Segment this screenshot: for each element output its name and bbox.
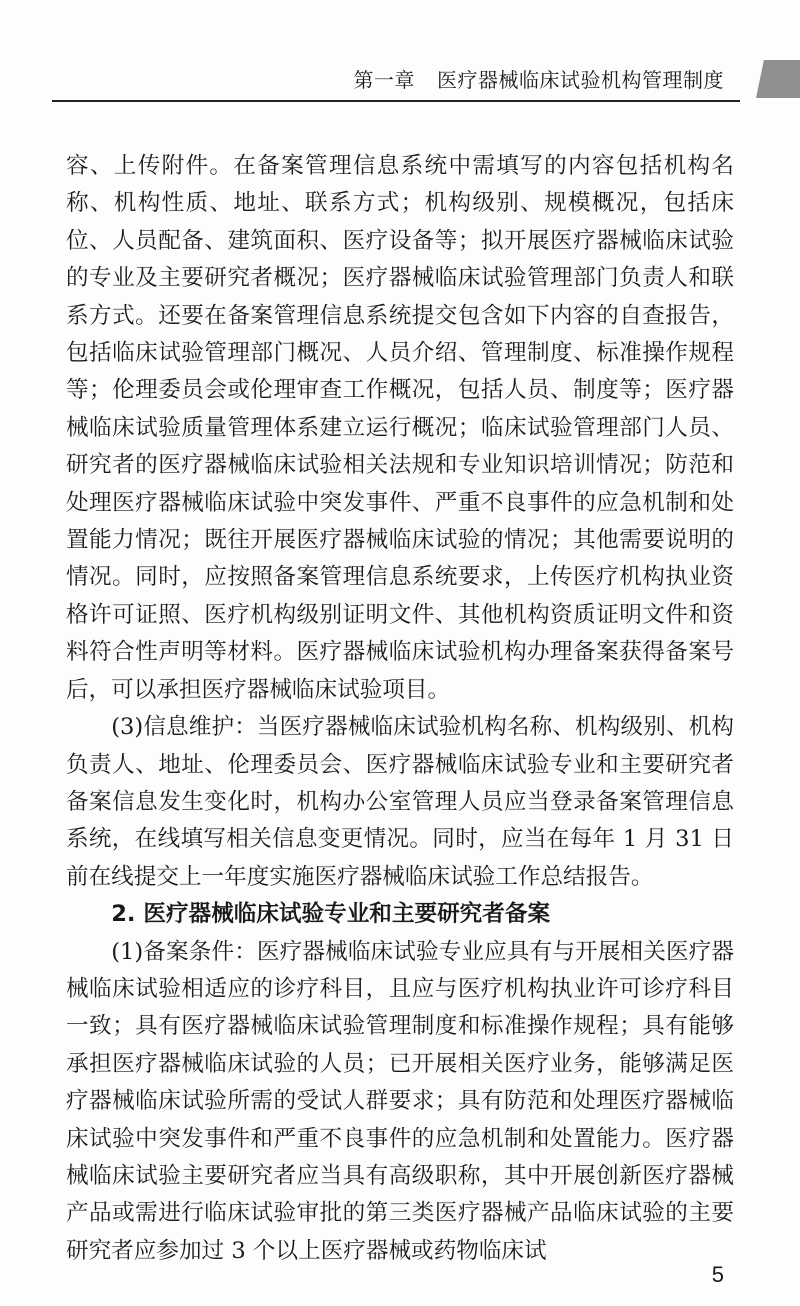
- header-title-line: [354, 64, 725, 93]
- section-heading: 2. 医疗器械临床试验专业和主要研究者备案: [111, 901, 551, 928]
- chapter-label: 第一章: [353, 68, 415, 92]
- running-header: [0, 60, 800, 102]
- paragraph-info-maintenance: (3)信息维护：当医疗器械临床试验机构名称、机构级别、机构负责人、地址、伦理委员会、医疗器械临床试验专业和主要研究者备案信息发生变化时，机构办公室管理人员应当登录备案管理信息系统，在线填写相关信息变更情况。同时，应当在每年 1 月 31 日前在线提交上一年度实施医疗器械临床试验工作总结报告。: [66, 714, 734, 890]
- page-number: 5: [711, 1262, 724, 1287]
- chapter-tab-marker: [756, 60, 800, 98]
- header-rule: [52, 100, 740, 102]
- body-text: [66, 148, 734, 1270]
- paragraph-filing-conditions: (1)备案条件：医疗器械临床试验专业应具有与开展相关医疗器械临床试验相适应的诊疗科目，且应与医疗机构执业许可诊疗科目一致；具有医疗器械临床试验管理制度和标准操作规程；具有能够承担医疗器械临床试验的人员；已开展相关医疗业务，能够满足医疗器械临床试验所需的受试人群要求；具有防范和处理医疗器械临床试验中突发事件和严重不良事件的应急机制和处置能力。医疗器械临床试验主要研究者应当具有高级职称，其中开展创新医疗器械产品或需进行临床试验审批的第三类医疗器械产品临床试验的主要研究者应参加过 3 个以上医疗器械或药物临床试: [66, 938, 734, 1264]
- paragraph-continued: 容、上传附件。在备案管理信息系统中需填写的内容包括机构名称、机构性质、地址、联系方式；机构级别、规模概况，包括床位、人员配备、建筑面积、医疗设备等；拟开展医疗器械临床试验的专业及主要研究者概况；医疗器械临床试验管理部门负责人和联系方式。还要在备案管理信息系统提交包含如下内容的自查报告，包括临床试验管理部门概况、人员介绍、管理制度、标准操作规程等；伦理委员会或伦理审查工作概况，包括人员、制度等；医疗器械临床试验质量管理体系建立运行概况；临床试验管理部门人员、研究者的医疗器械临床试验相关法规和专业知识培训情况；防范和处理医疗器械临床试验中突发事件、严重不良事件的应急机制和处置能力情况；既往开展医疗器械临床试验的情况；其他需要说明的情况。同时，应按照备案管理信息系统要求，上传医疗机构执业资格许可证照、医疗机构级别证明文件、其他机构资质证明文件和资料符合性声明等材料。医疗器械临床试验机构办理备案获得备案号后，可以承担医疗器械临床试验项目。: [66, 153, 734, 703]
- chapter-title: 医疗器械临床试验机构管理制度: [437, 68, 724, 92]
